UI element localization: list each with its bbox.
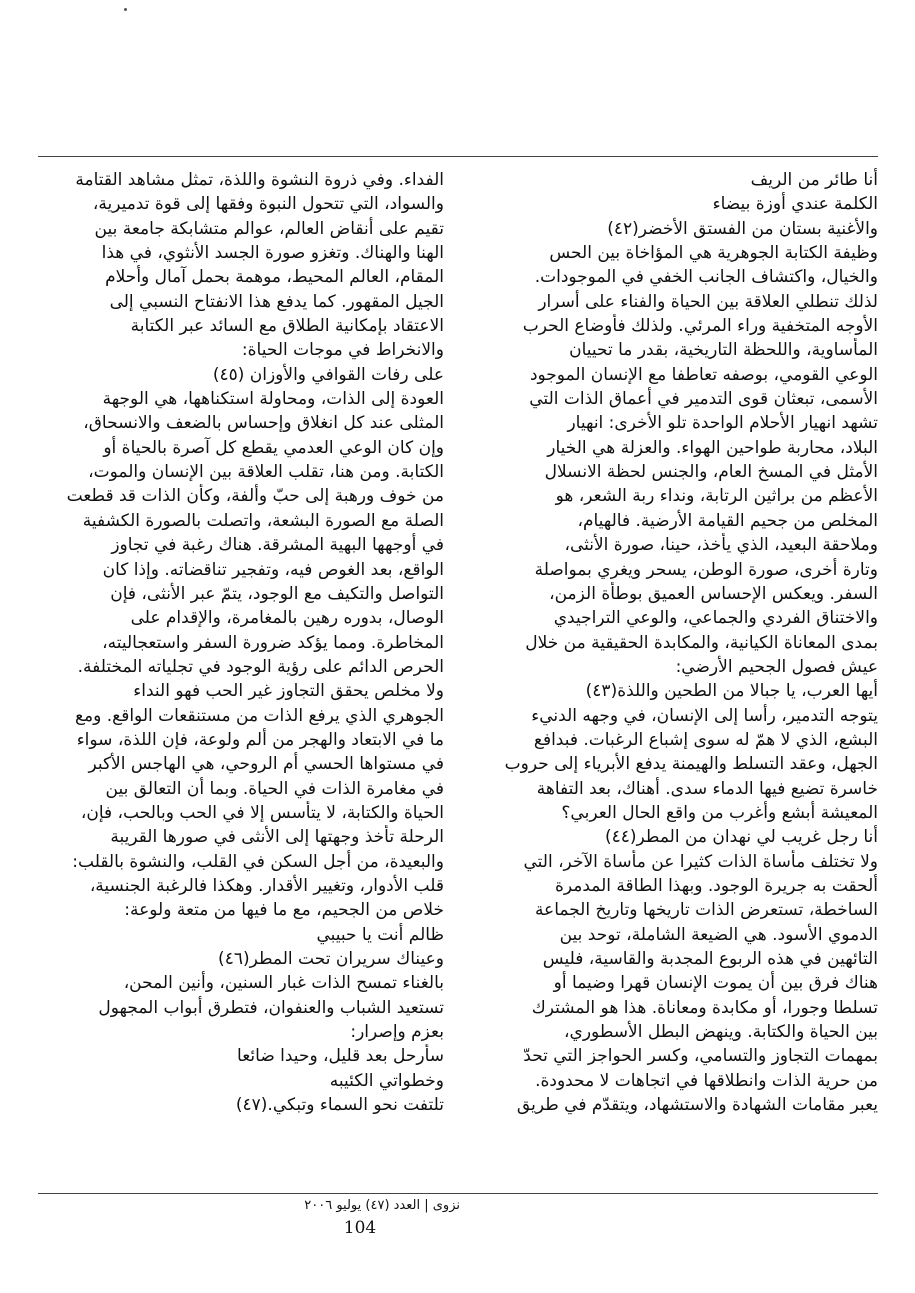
text-line: تلتفت نحو السماء وتبكي.(٤٧) [235, 1095, 444, 1116]
text-line: وعيناك سريران تحت المطر(٤٦) [218, 949, 444, 969]
text-line: أيها العرب، يا جبالا من الطحين واللذة(٤٣) [585, 681, 878, 702]
text-line: تستعيد الشباب والعنفوان، فتطرق أبواب المجهول [98, 997, 444, 1018]
text-line: السفر. ويعكس الإحساس العميق بوطأة الزمن، [549, 583, 878, 604]
text-line: ما في الابتعاد والهجر من ألم ولوعة، فإن اللذة، سواء [76, 729, 444, 750]
text-line: والسواد، التي تتحول النبوة وفقها إلى قوة تدميرية، [92, 194, 444, 215]
text-line: وتارة أخرى، صورة الوطن، يسحر ويغري بمواصلة [534, 559, 878, 580]
text-line: هناك فرق بين أن يموت الإنسان قهرا وضيما أو [553, 973, 878, 994]
journal-issue-line: نزوى | العدد (٤٧) يوليو ٢٠٠٦ [304, 1198, 460, 1213]
text-line: سأرحل بعد قليل، وحيدا ضائعا [237, 1046, 444, 1067]
text-line: خاسرة تضيع فيها الدماء سدى. أهناك، بعد التفاهة [536, 778, 878, 799]
text-line: والاختناق الفردي والجماعي، والوعي التراجيدي [553, 608, 878, 629]
text-line: في أوجهها البهية المشرقة. هناك رغبة في تجاوز [111, 535, 444, 556]
text-line: وظيفة الكتابة الجوهرية هي المؤاخاة بين الحس [549, 243, 878, 264]
text-line: أنا طائر من الريف [750, 170, 878, 190]
text-line: بعزم وإصرار: [350, 1022, 444, 1043]
text-line: أنا رجل غريب لي نهدان من المطر(٤٤) [604, 827, 878, 848]
text-line: من خوف ورهبة إلى حبّ وألفة، وكأن الذات قد قطعت [66, 486, 444, 507]
text-line: المقام، العالم المحيط، موهمة بحمل آمال وأحلام [105, 267, 444, 288]
text-line: والخيال، واكتشاف الجانب الخفي في الموجودات. [534, 267, 878, 288]
text-line: يتوجه التدمير، رأسا إلى الإنسان، في وجهه الدنيء [531, 705, 878, 726]
text-line: وخطواتي الكئيبه [329, 1070, 444, 1091]
text-line: الهنا والهناك. وتغزو صورة الجسد الأنثوي، في هذا [101, 243, 444, 264]
text-line: الجهل، وعقد التسلط والهيمنة يدفع الأبرياء إلى حروب [504, 754, 878, 775]
text-line: الكلمة عندي أوزة بيضاء [712, 194, 878, 215]
text-line: الحرص الدائم على رؤية الوجود في تجلياته المختلفة. [77, 656, 444, 677]
left-text-column [38, 168, 444, 1188]
text-line: العودة إلى الذات، ومحاولة استكناهها، هي الوجهة [102, 389, 444, 410]
scan-speck [124, 8, 127, 11]
text-line: لذلك تنطلي العلاقة بين الحياة والفناء على أسرار [538, 291, 878, 312]
text-line: الواقع، بعد الغوص فيه، وتفجير تناقضاته. وإذا كان [102, 559, 444, 580]
text-line: ولا تختلف مأساة الذات كثيرا عن مأساة الآخر، التي [523, 851, 878, 872]
text-line: وإن كان الوعي العدمي يقطع كل آصرة بالحياة أو [103, 437, 444, 458]
text-line: ألحقت به جريرة الوجود. وبهذا الطاقة المدمرة [554, 875, 878, 896]
text-line: تسلطا وجورا، أو مكابدة ومعاناة. هذا هو المشترك [531, 997, 878, 1018]
text-line: تشهد انهيار الأحلام الواحدة تلو الأخرى: انهيار [567, 413, 878, 434]
text-line: المثلى عند كل انغلاق وإحساس بالضعف والانسحاق، [83, 413, 444, 434]
text-line: الأعظم من براثين الرتابة، ونداء ربة الشعر، هو [555, 486, 878, 507]
page-number: 104 [343, 1218, 377, 1238]
text-line: ظالم أنت يا حبيبي [316, 924, 444, 945]
text-line: خلاص من الجحيم، مع ما فيها من متعة ولوعة: [124, 900, 444, 921]
text-line: الفداء. وفي ذروة النشوة واللذة، تمثل مشاهد القتامة [75, 170, 444, 190]
text-line: بالغناء تمسح الذات غبار السنين، وأنين المحن، [123, 973, 444, 994]
text-line: عيش فصول الجحيم الأرضي: [675, 656, 878, 677]
text-line: الوصال، بدوره رهين بالمغامرة، والإقدام على [130, 608, 444, 629]
text-line: البشع، الذي لا همّ له سوى إشباع الرغبات. فبدافع [533, 729, 878, 750]
text-line: وملاحقة البعيد، الذي يأخذ، حينا، صورة الأنثى، [564, 535, 878, 556]
right-text-column [472, 168, 878, 1188]
text-line: الدموي الأسود. هي الضيعة الشاملة، توحد بين [559, 924, 878, 945]
text-line: والبعيدة، من أجل السكن في القلب، والنشوة بالقلب: [72, 851, 444, 872]
text-line: في مستواها الحسي أم الروحي، هي الهاجس الأكبر [88, 754, 444, 775]
text-line: تقيم على أنقاض العالم، عوالم متشابكة جامعة بين [94, 218, 444, 239]
text-line: من حرية الذات وانطلاقها في اتجاهات لا محدودة. [535, 1070, 878, 1091]
text-line: الساخطة، تستعرض الذات تاريخها وتاريخ الجماعة [534, 900, 878, 921]
text-line: الجيل المقهور. كما يدفع هذا الانفتاح النسبي إلى [109, 291, 444, 312]
text-line: الأسمى، تبعثان قوى التدمير في أعماق الذات التي [529, 389, 878, 410]
text-line: يعبر مقامات الشهادة والاستشهاد، ويتقدّم في طريق [516, 1095, 878, 1116]
text-line: الكتابة. ومن هنا، تقلب العلاقة بين الإنسان والموت، [88, 462, 444, 483]
text-line: الرحلة تأخذ وجهتها إلى الأنثى في صورها القريبة [110, 827, 444, 848]
text-line: التواصل والتكيف مع الوجود، يتمّ عبر الأنثى، فإن [110, 583, 444, 604]
text-line: التائهين في هذه الربوع المجدبة والقاسية، فليس [542, 949, 878, 969]
text-line: الصلة مع الصورة البشعة، واتصلت بالصورة الكشفية [82, 510, 444, 531]
text-line: الأمثل في المسخ العام، والجنس لحظة الانسلال [544, 462, 878, 483]
text-line: الوعي القومي، بوصفه تعاطفا مع الإنسان الموجود [529, 364, 878, 385]
text-line: المخلص من جحيم القيامة الأرضية. فالهيام، [577, 510, 878, 531]
text-line: والانخراط في موجات الحياة: [241, 340, 444, 361]
text-line: بين الحياة والكتابة. وينهض البطل الأسطوري، [564, 1022, 878, 1043]
text-line: الاعتقاد بإمكانية الطلاق مع السائد عبر الكتابة [130, 316, 444, 337]
text-line: ولا مخلص يحقق التجاوز غير الحب فهو النداء [133, 681, 444, 702]
text-line: بمهمات التجاوز والتسامي، وكسر الحواجز التي تحدّ [523, 1046, 878, 1067]
text-line: المخاطرة. ومما يؤكد ضرورة السفر واستعجاليته، [102, 632, 444, 653]
top-rule [38, 156, 878, 157]
text-line: الأوجه المتخفية وراء المرئي. ولذلك فأوضاع الحرب [522, 316, 878, 337]
text-line: المأساوية، واللحظة التاريخية، بقدر ما تحييان [569, 340, 878, 361]
text-line: البلاد، محاربة طواحين الهواء. والعزلة هي الخيار [547, 437, 878, 458]
text-line: والأغنية بستان من الفستق الأخضر(٤٢) [607, 218, 878, 239]
text-line: الجوهري الذي يرفع الذات من مستنقعات الواقع. ومع [74, 705, 444, 726]
text-line: قلب الأدوار، وتغيير الأقدار. وهكذا فالرغبة الجنسية، [89, 875, 444, 896]
text-line: في مغامرة الذات في الحياة. وبما أن التعالق بين [105, 778, 444, 799]
text-line: المعيشة أبشع وأغرب من واقع الحال العربي؟ [561, 802, 878, 823]
text-line: الحياة والكتابة، لا يتأسس إلا في الحب وبالحب، فإن، [80, 802, 444, 823]
text-line: على رفات القوافي والأوزان (٤٥) [212, 364, 444, 385]
text-line: بمدى المعاناة الكيانية، والمكابدة الحقيقية من خلال [525, 632, 878, 653]
bottom-rule [38, 1193, 878, 1194]
